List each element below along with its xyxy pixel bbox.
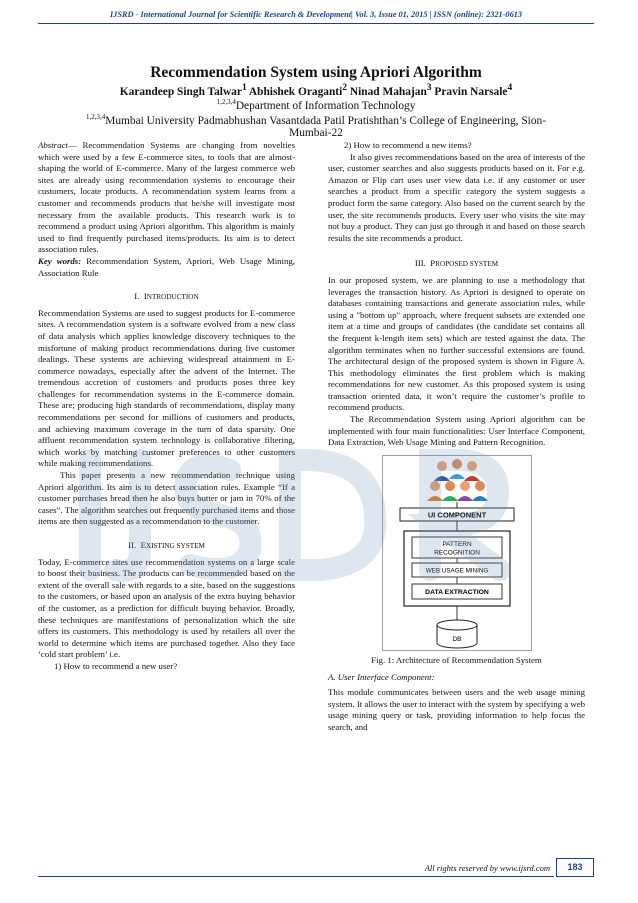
header-rule: [38, 23, 594, 24]
author-name: Abhishek Oraganti: [246, 85, 343, 98]
keywords-text: Recommendation System, Apriori, Web Usage Mining, Association Rule: [38, 255, 295, 278]
data-extraction-label: DATA EXTRACTION: [424, 588, 489, 596]
section-number: III.: [414, 258, 426, 269]
affil-sup: 1,2,3,4: [216, 98, 236, 106]
paper-title: Recommendation System using Apriori Algorithm: [150, 64, 482, 81]
university: Mumbai University Padmabhushan Vasantdada Patil Pratishthan’s College of Engineering, Sion-: [105, 114, 547, 127]
section-initial: E: [140, 540, 146, 550]
paragraph: In our proposed system, we are planning to use a methodology that leverages the transaction history. As Apriori is designed to operate on databases containing transactions and generate association rules, while using a "bottom up" approach, where frequent subsets are extended one item at a time and groups of candidates (the candidate set contains all the frequent k-length item sets) which are tested against the data. The algorithm terminates when no further successful extensions are found. The architectural design of the proposed system is shown in Figure A. This methodology eliminates the first problem which is making recommendations for new customer. As this proposed system is using transaction oriented data, it won’t require the customer’s profile to recommend products.: [328, 274, 585, 413]
paragraph: This module communicates between users and the web usage mining system. It allows the user to interact with the system by specifying a web usage mining query or task, providing information to help focus the search, and: [328, 687, 586, 732]
section-heading-existing: [38, 540, 295, 553]
section-rest: XISTING SYSTEM: [145, 542, 205, 550]
web-usage-mining-label: WEB USAGE MINING: [425, 567, 488, 575]
author-sup: 1: [241, 83, 247, 93]
architecture-diagram: [382, 455, 532, 651]
architecture-figure: [328, 455, 585, 651]
ui-component-label: UI COMPONENT: [427, 510, 486, 520]
journal-header: IJSRD - International Journal for Scientific Research & Development| Vol. 3, Issue 01, 2015 | ISSN (online): 2321-0613: [109, 10, 523, 19]
section-number: II.: [128, 540, 137, 550]
section-initial: I: [143, 291, 147, 302]
section-rest: ROPOSED SYSTEM: [435, 260, 499, 269]
department: Department of Information Technology: [235, 99, 416, 112]
list-item: 2) How to recommend a new items?: [344, 140, 472, 150]
paragraph: Recommendation Systems are used to suggest products for E-commerce sites. A recommendation system is a software evolved from a new class of data analysis which applies knowledge discovery techniques to the misfortune of making product recommendations during live customer dealings. These systems are achieving widespread attainment in E-commerce nowadays, especially after the advent of the Internet. The tremendous accretion of customers and products poses three key challenges for recommendation systems in the E-commerce domain. These are; producing high standards of recommendations, display many recommendations per second for millions of customers and products, and achieving maximum coverage in the turn of data sparsity. One affluent recommendation system technology is collaborative filtering, which works by matching customer preferences to other customers while making recommendations.: [38, 307, 295, 469]
university-line: [38, 113, 594, 127]
footer-rule: [38, 876, 554, 877]
paragraph: The Recommendation System using Apriori algorithm can be implemented with four main functionalities: User Interface Component, Data Extraction, Web Usage Mining and Pattern Recognition.: [328, 414, 585, 448]
department-line: [38, 98, 594, 112]
section-heading-proposed: [328, 258, 585, 271]
right-column: [328, 140, 585, 733]
paragraph: It also gives recommendations based on the area of interests of the user, customer searches and also suggests products based on it. For e.g. Amazon or Flip cart uses user view data i.e. if any customer or user searches a product from a specific category the system suggests a product form the same category. Also based on the current search by the user, the site recommends products. Every user who visits the site may not buy a product. They can just go through it and based on those search results the site recommends a product.: [328, 151, 585, 243]
section-heading-introduction: [38, 291, 295, 304]
author-name: Pravin Narsale: [431, 85, 508, 98]
keywords: [38, 256, 295, 279]
abstract-text: — Recommendation Systems are changing from novelties which were used by a few E-commerce sites, to tools that are almost-shaping the world of E-commerce. Many of the largest commerce web sites are already using recommendation systems to encourage their customers, locate products. A recommendation system learns from a customer and recommends products that he/she will investigate most necessary from the available products. This research work is to recommend a product using Apriori algorithm. This algorithm is mainly used to find frequently purchased items/products. Its aim is to detect association rules.: [38, 140, 295, 255]
keywords-label: Key words:: [38, 255, 82, 266]
author-name: Karandeep Singh Talwar: [119, 85, 242, 98]
section-initial: P: [430, 258, 436, 269]
footer-rights: All rights reserved by www.ijsrd.com: [424, 863, 550, 873]
abstract: [38, 140, 295, 256]
affil-sup: 1,2,3,4: [85, 113, 106, 121]
author-list: [38, 83, 594, 98]
pattern-label: PATTERN: [441, 540, 472, 548]
recognition-label: RECOGNITION: [433, 549, 480, 557]
database-icon: [437, 620, 477, 648]
author-name: Ninad Mahajan: [347, 85, 427, 98]
figure-caption: Fig. 1: Architecture of Recommendation System: [371, 654, 542, 665]
list-item: 1) How to recommend a new user?: [54, 660, 178, 671]
db-label: DB: [451, 635, 462, 643]
subsection-heading: A. User Interface Component:: [328, 672, 435, 683]
author-sup: 2: [342, 83, 348, 93]
paragraph: This paper presents a new recommendation technique using Apriori algorithm. Its aim is to detect association rules. Example “If a customer purchases bread then he also buys butter or jam in 70% of the cases”. The algorithm searches out frequently purchased items and those items are then suggested as a recommendation to the customer.: [38, 470, 295, 527]
section-rest: NTRODUCTION: [146, 293, 199, 302]
university-line-2: Mumbai-22: [289, 127, 343, 139]
abstract-label: Abstract: [38, 140, 68, 150]
author-sup: 3: [426, 83, 432, 93]
section-number: I.: [134, 291, 140, 302]
paragraph: Today, E-commerce sites use recommendation systems on a large scale to boost their business. The products can be recommended based on the extent of the overall sale with regards to a site, based on the suggestions to the customers, or based upon an analysis of the extra buying behavior of the customer, as a prediction for difficult buying behavior. Broadly, these techniques are manifestations of personalization which the site offers its customers. This methodology is used by retailers all over the world to determine which items are purchased together. Also they face ‘cold start problem’ i.e.: [38, 556, 295, 660]
page-number: 183: [556, 858, 594, 877]
left-column: [38, 140, 295, 673]
author-sup: 4: [507, 83, 513, 93]
